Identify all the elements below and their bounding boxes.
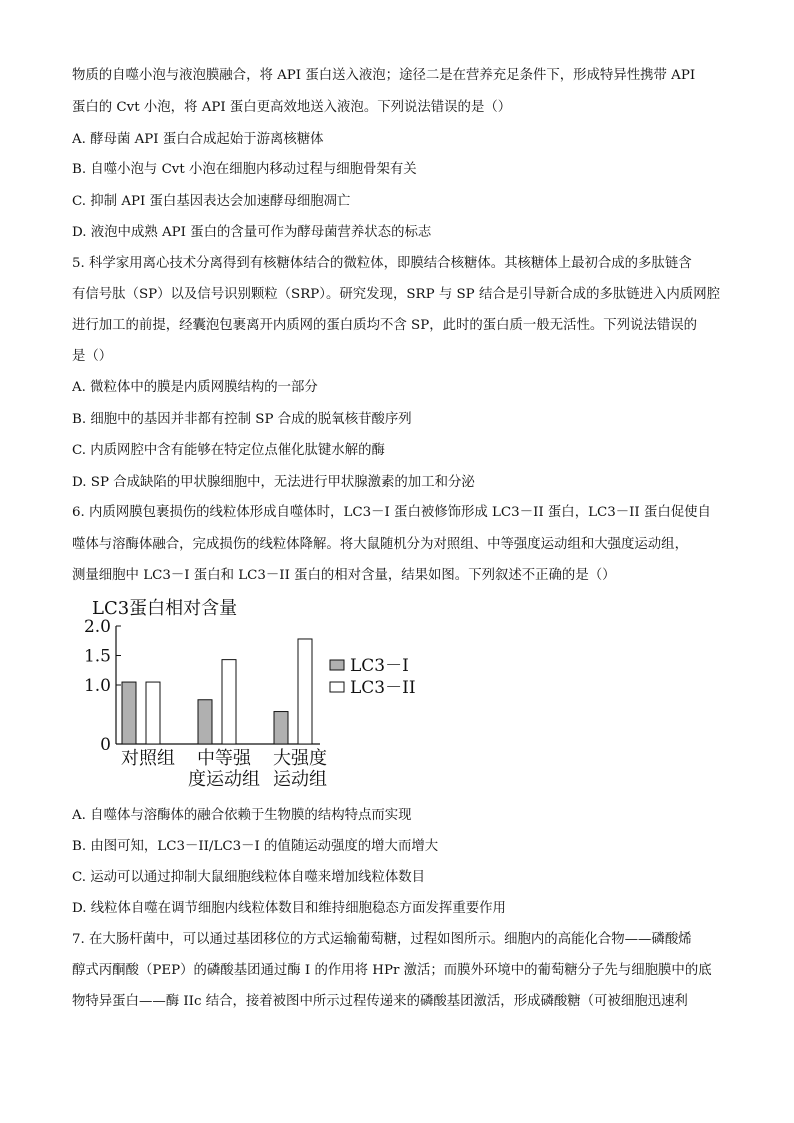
bars <box>122 639 312 744</box>
q5-option-b: B. 细胞中的基因并非都有控制 SP 合成的脱氧核苷酸序列 <box>72 412 412 427</box>
legend-label: LC3－II <box>350 678 416 698</box>
q5-option-a: A. 微粒体中的膜是内质网膜结构的一部分 <box>72 380 318 395</box>
q4-option-c: C. 抑制 API 蛋白基因表达会加速酵母细胞凋亡 <box>72 194 351 209</box>
bar-lc3-i-2 <box>274 712 288 744</box>
x-tick-label: 运动组 <box>273 769 327 790</box>
q5-stem-line-2: 有信号肽（SP）以及信号识别颗粒（SRP）。研究发现，SRP 与 SP 结合是引导新合成的多肽链进入内质网腔 <box>72 287 720 302</box>
x-tick-label: 中等强 <box>197 748 251 769</box>
bar-lc3-ii-1 <box>222 660 236 744</box>
q6-option-b: B. 由图可知，LC3－II/LC3－I 的值随运动强度的增大而增大 <box>72 839 439 854</box>
y-tick-label: 1.0 <box>84 676 111 696</box>
q4-stem-line-1: 物质的自噬小泡与液泡膜融合，将 API 蛋白送入液泡；途径二是在营养充足条件下，形成特异性携带 API <box>72 68 696 83</box>
y-tick-label: 2.0 <box>84 617 111 637</box>
q4-stem-line-2: 蛋白的 Cvt 小泡，将 API 蛋白更高效地送入液泡。下列说法错误的是（） <box>72 100 512 115</box>
bar-lc3-i-0 <box>122 682 136 744</box>
q7-stem-line-1: 7. 在大肠杆菌中，可以通过基团移位的方式运输葡萄糖，过程如图所示。细胞内的高能化合物——磷酸烯 <box>72 932 692 947</box>
legend <box>330 656 416 698</box>
q5-stem-line-4: 是（） <box>72 349 113 364</box>
q6-option-d: D. 线粒体自噬在调节细胞内线粒体数目和维持细胞稳态方面发挥重要作用 <box>72 901 506 916</box>
q6-option-c: C. 运动可以通过抑制大鼠细胞线粒体自噬来增加线粒体数目 <box>72 870 426 885</box>
q6-stem-line-2: 噬体与溶酶体融合，完成损伤的线粒体降解。将大鼠随机分为对照组、中等强度运动组和大强度运动组， <box>72 537 688 552</box>
q5-stem-line-3: 进行加工的前提，经囊泡包裹离开内质网的蛋白质均不含 SP，此时的蛋白质一般无活性。下列说法错误的 <box>72 318 698 333</box>
q4-option-d: D. 液泡中成熟 API 蛋白的含量可作为酵母菌营养状态的标志 <box>72 225 432 240</box>
bar-lc3-i-1 <box>198 700 212 744</box>
q4-option-a: A. 酵母菌 API 蛋白合成起始于游离核糖体 <box>72 132 324 147</box>
chart-title: LC3蛋白相对含量 <box>92 598 238 619</box>
legend-swatch <box>330 682 344 692</box>
y-tick-label: 0 <box>100 735 111 755</box>
legend-label: LC3－I <box>350 656 409 676</box>
q4-option-b: B. 自噬小泡与 Cvt 小泡在细胞内移动过程与细胞骨架有关 <box>72 162 417 177</box>
lc3-bar-chart <box>84 594 444 790</box>
y-tick-label: 1.5 <box>84 646 111 667</box>
q6-stem-line-1: 6. 内质网膜包裹损伤的线粒体形成自噬体时，LC3－I 蛋白被修饰形成 LC3－II 蛋白，LC3－II 蛋白促使自 <box>72 505 711 520</box>
q5-option-d: D. SP 合成缺陷的甲状腺细胞中，无法进行甲状腺激素的加工和分泌 <box>72 475 475 490</box>
q5-stem-line-1: 5. 科学家用离心技术分离得到有核糖体结合的微粒体，即膜结合核糖体。其核糖体上最初合成的多肽链含 <box>72 256 692 271</box>
q5-option-c: C. 内质网腔中含有能够在特定位点催化肽键水解的酶 <box>72 443 385 458</box>
bar-lc3-ii-0 <box>146 682 160 744</box>
q6-stem-line-3: 测量细胞中 LC3－I 蛋白和 LC3－II 蛋白的相对含量，结果如图。下列叙述不正确的是（） <box>72 568 616 583</box>
x-labels <box>121 748 327 790</box>
q7-stem-line-3: 物特异蛋白——酶 IIc 结合，接着被图中所示过程传递来的磷酸基团激活，形成磷酸糖（可被细胞迅速利 <box>72 994 688 1009</box>
legend-swatch <box>330 660 344 670</box>
x-tick-label: 大强度 <box>273 748 327 769</box>
q6-option-a: A. 自噬体与溶酶体的融合依赖于生物膜的结构特点而实现 <box>72 808 412 823</box>
bar-lc3-ii-2 <box>298 639 312 744</box>
q7-stem-line-2: 醇式丙酮酸（PEP）的磷酸基团通过酶 I 的作用将 HPr 激活；而膜外环境中的葡萄糖分子先与细胞膜中的底 <box>72 963 712 978</box>
x-tick-label: 对照组 <box>121 748 175 769</box>
x-tick-label: 度运动组 <box>188 769 260 790</box>
